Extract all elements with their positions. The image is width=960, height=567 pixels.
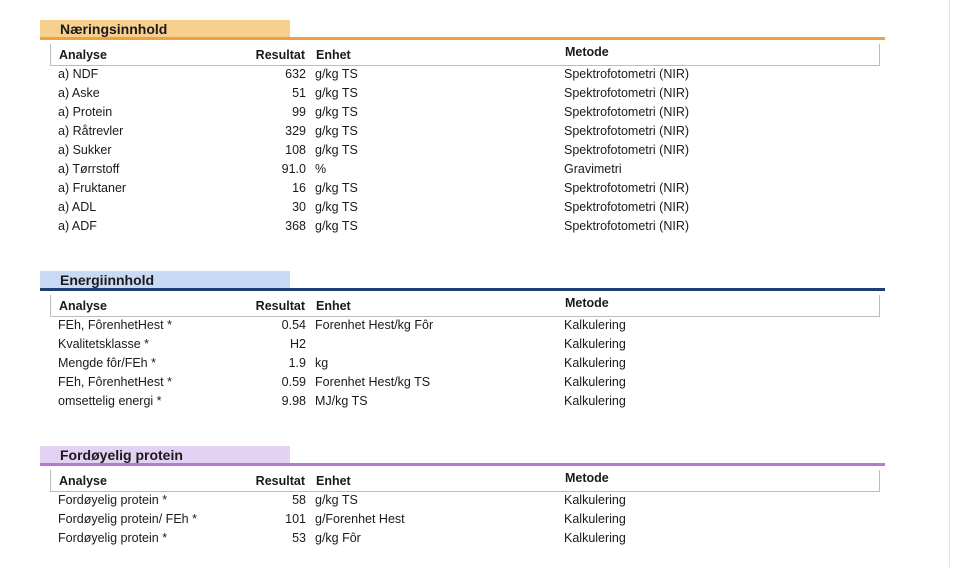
cell-analyse: a) Sukker [58, 143, 112, 157]
table-row [50, 180, 880, 199]
section-divider [40, 288, 885, 291]
col-metode: Metode [565, 45, 609, 59]
section-header [40, 20, 885, 40]
table-row [50, 492, 880, 511]
col-enhet: Enhet [316, 48, 351, 62]
cell-enhet: % [315, 162, 327, 176]
table-row [50, 161, 880, 180]
cell-enhet: g/kg TS [315, 200, 358, 214]
section-divider [40, 463, 885, 466]
section-title: Næringsinnhold [40, 20, 290, 38]
cell-analyse: a) Fruktaner [58, 181, 127, 195]
cell-resultat: H2 [290, 337, 306, 351]
cell-resultat: 0.59 [281, 375, 306, 389]
cell-metode: Spektrofotometri (NIR) [564, 86, 690, 100]
col-enhet: Enhet [316, 474, 351, 488]
col-analyse: Analyse [59, 474, 107, 488]
col-resultat: Resultat [255, 474, 305, 488]
col-enhet: Enhet [316, 299, 351, 313]
cell-analyse: FEh, FôrenhetHest * [58, 375, 172, 389]
cell-resultat: 30 [292, 200, 306, 214]
table-row [50, 317, 880, 336]
result-rows [50, 317, 880, 412]
cell-metode: Spektrofotometri (NIR) [564, 124, 690, 138]
cell-analyse: a) Aske [58, 86, 100, 100]
table-row [50, 336, 880, 355]
result-rows [50, 492, 880, 549]
cell-metode: Kalkulering [564, 394, 626, 408]
result-rows [50, 66, 880, 237]
col-metode: Metode [565, 296, 609, 310]
section-naeringsinnhold [40, 20, 885, 237]
cell-resultat: 101 [285, 512, 306, 526]
cell-analyse: a) ADF [58, 219, 97, 233]
table-row [50, 374, 880, 393]
section-header [40, 446, 885, 466]
section-divider [40, 37, 885, 40]
cell-enhet: MJ/kg TS [315, 394, 368, 408]
column-header-row [50, 44, 880, 66]
cell-resultat: 108 [285, 143, 306, 157]
cell-analyse: Fordøyelig protein * [58, 531, 168, 545]
col-analyse: Analyse [59, 48, 107, 62]
cell-resultat: 58 [292, 493, 306, 507]
cell-metode: Spektrofotometri (NIR) [564, 200, 690, 214]
table-row [50, 104, 880, 123]
table-row [50, 123, 880, 142]
cell-metode: Kalkulering [564, 493, 626, 507]
cell-analyse: Fordøyelig protein/ FEh * [58, 512, 197, 526]
cell-metode: Kalkulering [564, 318, 626, 332]
cell-enhet: g/kg TS [315, 181, 358, 195]
table-row [50, 199, 880, 218]
cell-resultat: 53 [292, 531, 306, 545]
cell-metode: Spektrofotometri (NIR) [564, 181, 690, 195]
cell-metode: Spektrofotometri (NIR) [564, 143, 690, 157]
section-title: Fordøyelig protein [40, 446, 290, 464]
cell-analyse: a) Råtrevler [58, 124, 124, 138]
cell-enhet: g/kg TS [315, 67, 358, 81]
cell-analyse: omsettelig energi * [58, 394, 162, 408]
cell-metode: Kalkulering [564, 356, 626, 370]
col-analyse: Analyse [59, 299, 107, 313]
section-header [40, 271, 885, 291]
table-row [50, 142, 880, 161]
cell-metode: Kalkulering [564, 531, 626, 545]
cell-resultat: 9.98 [281, 394, 306, 408]
table-row [50, 393, 880, 412]
cell-enhet: Forenhet Hest/kg Fôr [315, 318, 434, 332]
cell-metode: Kalkulering [564, 375, 626, 389]
cell-metode: Kalkulering [564, 337, 626, 351]
col-resultat: Resultat [255, 48, 305, 62]
table-row [50, 85, 880, 104]
table-row [50, 511, 880, 530]
cell-resultat: 16 [292, 181, 306, 195]
cell-analyse: FEh, FôrenhetHest * [58, 318, 172, 332]
cell-metode: Spektrofotometri (NIR) [564, 105, 690, 119]
cell-enhet: g/kg TS [315, 105, 358, 119]
cell-metode: Spektrofotometri (NIR) [564, 67, 690, 81]
cell-resultat: 1.9 [288, 356, 306, 370]
cell-resultat: 99 [292, 105, 306, 119]
cell-analyse: Fordøyelig protein * [58, 493, 168, 507]
cell-enhet: g/kg TS [315, 124, 358, 138]
section-fordoyelig-protein [40, 446, 885, 549]
section-energiinnhold [40, 271, 885, 412]
cell-enhet: Forenhet Hest/kg TS [315, 375, 431, 389]
cell-enhet: g/Forenhet Hest [315, 512, 405, 526]
cell-analyse: a) ADL [58, 200, 97, 214]
table-row [50, 530, 880, 549]
col-metode: Metode [565, 471, 609, 485]
cell-metode: Gravimetri [564, 162, 622, 176]
cell-enhet: kg [315, 356, 329, 370]
table-row [50, 355, 880, 374]
column-header-row [50, 295, 880, 317]
cell-enhet: g/kg Fôr [315, 531, 361, 545]
cell-resultat: 51 [292, 86, 306, 100]
cell-metode: Kalkulering [564, 512, 626, 526]
cell-resultat: 368 [285, 219, 306, 233]
cell-analyse: a) NDF [58, 67, 99, 81]
col-resultat: Resultat [255, 299, 305, 313]
cell-resultat: 632 [285, 67, 306, 81]
cell-analyse: a) Tørrstoff [58, 162, 120, 176]
cell-analyse: Mengde fôr/FEh * [58, 356, 156, 370]
cell-analyse: a) Protein [58, 105, 113, 119]
column-header-row [50, 470, 880, 492]
cell-enhet: g/kg TS [315, 86, 358, 100]
cell-metode: Spektrofotometri (NIR) [564, 219, 690, 233]
cell-resultat: 91.0 [281, 162, 306, 176]
cell-enhet: g/kg TS [315, 143, 358, 157]
cell-resultat: 0.54 [281, 318, 306, 332]
table-row [50, 218, 880, 237]
cell-analyse: Kvalitetsklasse * [58, 337, 150, 351]
cell-enhet: g/kg TS [315, 219, 358, 233]
cell-resultat: 329 [285, 124, 306, 138]
table-row [50, 66, 880, 85]
cell-enhet: g/kg TS [315, 493, 358, 507]
page-edge [949, 0, 950, 567]
section-title: Energiinnhold [40, 271, 290, 289]
